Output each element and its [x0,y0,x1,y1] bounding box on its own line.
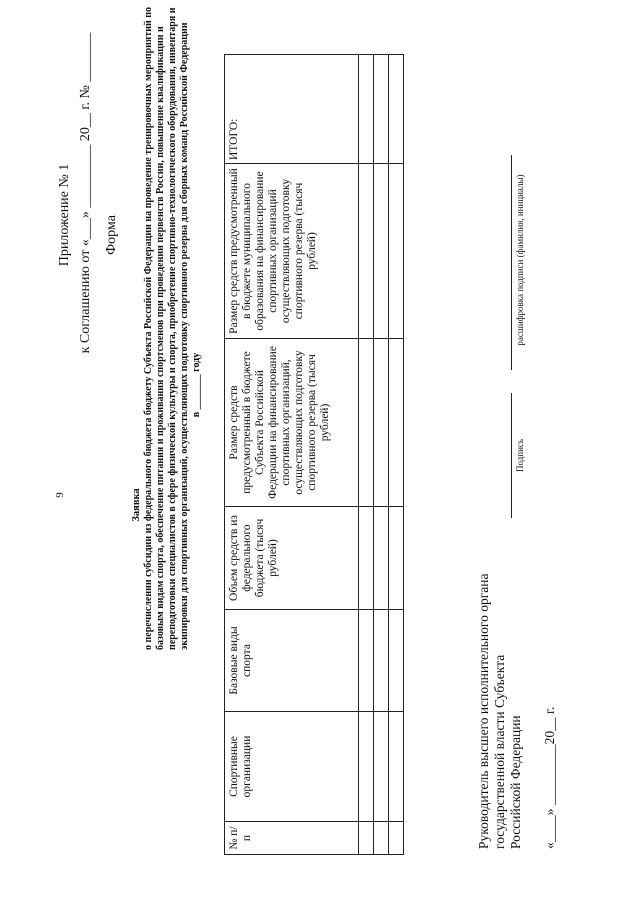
name-decode-line[interactable] [510,155,512,370]
table-header-row [225,55,359,855]
table-row [359,55,374,855]
table-cell[interactable] [374,339,389,507]
request-line: о перечислении субсидии из федерального бюджета бюджету Субъекта Российской Федерации на проведение тренировочных мероприятий по [143,6,154,650]
request-line: базовым видам спорта, обеспечение питания и проживания спортсменов при проведении первенств России, повышение квалификации и [155,26,166,650]
table-cell[interactable] [359,610,374,712]
agreement-reference: к Соглашению от «___» _________ 20__ г. № _______ [78,32,93,354]
table-cell[interactable] [389,339,404,507]
table-cell[interactable] [359,507,374,610]
table-cell[interactable] [389,610,404,712]
table-cell[interactable] [374,55,389,164]
table-cell[interactable] [374,712,389,822]
form-label: Форма [104,215,119,255]
request-title: Заявка [131,488,142,522]
official-title [476,519,524,849]
header-total: ИТОГО: [225,55,359,164]
table-cell[interactable] [389,712,404,822]
official-line: Российской Федерации [508,715,523,849]
page-number: 9 [54,492,66,498]
header-sports: Базовые виды спорта [225,610,359,712]
header-subject-funds: Размер средств предусмотренный в бюджете Субъекта Российской Федерации на финансирование спортивных организаций, осуществляющих подготовку спортивного резерва (тысяч рублей) [225,339,359,507]
header-number: № п/п [225,822,359,855]
table-cell[interactable] [359,712,374,822]
table-row [374,55,389,855]
signature-line[interactable] [510,393,512,518]
table-cell[interactable] [389,822,404,855]
table-cell[interactable] [374,507,389,610]
header-municipal-funds: Размер средств предусмотренный в бюджете муниципального образования на финансирование спортивных организаций осуществляющих подготовку спортивного резерва (тысяч рублей) [225,164,359,339]
name-decode-caption: расшифровка подписи (фамилия, инициалы) [515,174,525,346]
request-year-line: в _______ году [191,352,202,418]
table-cell[interactable] [374,822,389,855]
table-cell[interactable] [359,55,374,164]
header-organizations: Спортивные организации [225,712,359,822]
official-line: Руководитель высшего исполнительного органа [476,573,491,849]
table-cell[interactable] [374,610,389,712]
table-cell[interactable] [359,164,374,339]
table-cell[interactable] [374,164,389,339]
official-line: государственной власти Субъекта [492,654,507,849]
request-line: переподготовки специалистов в сфере физической культуры и спорта, приобретение спортивно-технологического оборудования, инвентаря и [167,7,178,650]
table-cell[interactable] [389,55,404,164]
table-cell[interactable] [359,822,374,855]
signature-caption: Подпись [515,438,525,473]
subsidy-table [224,54,404,855]
table-cell[interactable] [359,339,374,507]
signature-date: «____» _________20__ г. [542,706,557,849]
appendix-title: Приложение № 1 [57,163,72,267]
request-line: экипировки для спортивных организаций, осуществляющих подготовку спортивного резерва для сборных команд Российской Федерации [179,22,190,650]
table-row [389,55,404,855]
request-description [143,6,203,650]
header-federal-funds: Объем средств из федерального бюджета (тысяч рублей) [225,507,359,610]
table-cell[interactable] [389,164,404,339]
table-cell[interactable] [389,507,404,610]
